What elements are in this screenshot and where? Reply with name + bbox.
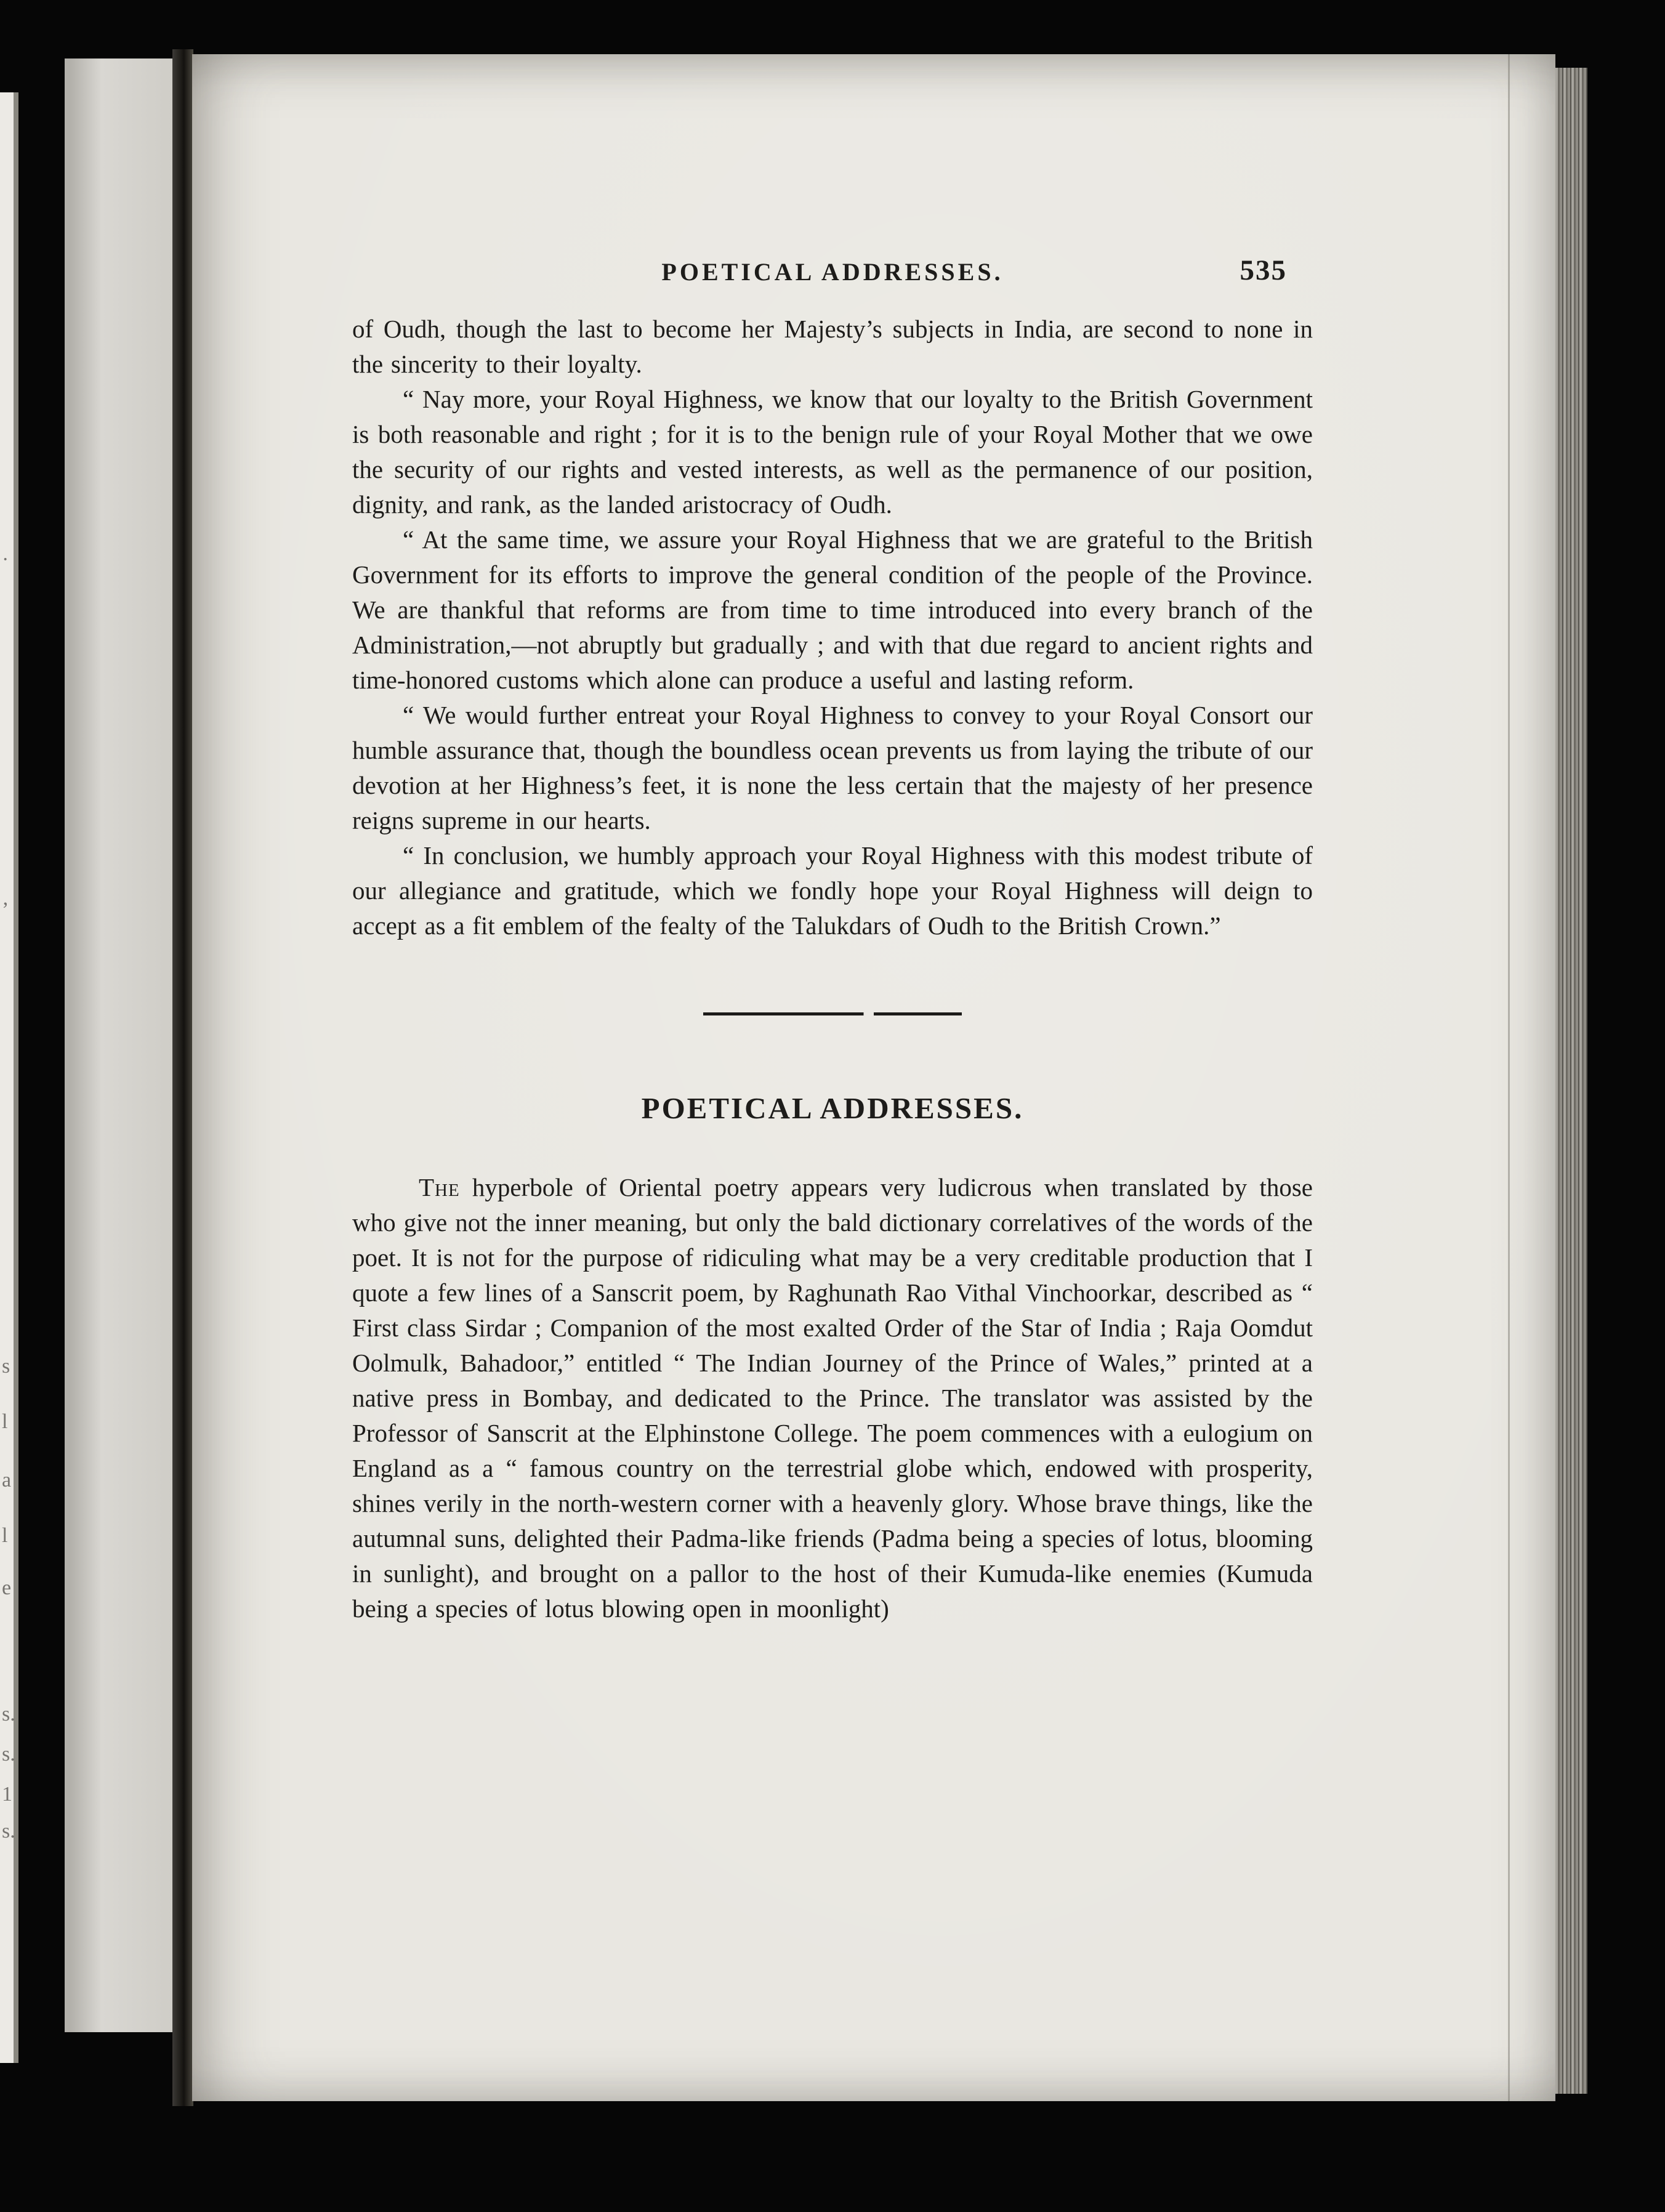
paragraph: “ In conclusion, we humbly approach your Royal Highness with this modest tribute of our allegiance and gratitude, which we fondly hope your Royal Highness will deign to accept as a fit emblem of the fealty of the Talukdars of Oudh to the British Crown.” xyxy=(352,841,1313,940)
page-stack-fore-edge xyxy=(1555,68,1587,2094)
paragraph: “ We would further entreat your Royal Highness to convey to your Royal Consort our humble assurance that, though the boundless ocean prevents us from laying the tribute of our devotion at her Highness’s feet, it is none the less certain that the majesty of her presence reigns supreme in our hearts. xyxy=(352,701,1313,834)
edge-text-fragment: s. xyxy=(2,1703,15,1726)
page-number: 535 xyxy=(1240,254,1287,286)
edge-text-fragment: · xyxy=(2,548,9,571)
edge-text-fragment: l xyxy=(2,1524,8,1547)
paragraph: “ At the same time, we assure your Royal Highness that we are grateful to the British Government for its efforts to improve the general condition of the people of the Province. We are thankful that reforms are from time to time introduced into every branch of the Administration,—not abruptly but gradually ; and with that due regard to ancient rights and time-honored customs which alone can produce a useful and lasting reform. xyxy=(352,525,1313,694)
paragraph-continuation: of Oudh, though the last to become her Majesty’s subjects in India, are second to none in the sincerity to their loyalty. xyxy=(352,315,1313,378)
adjacent-page-strip xyxy=(65,59,172,2032)
edge-text-fragment: s. xyxy=(2,1743,15,1766)
running-title: POETICAL ADDRESSES. xyxy=(661,258,1004,286)
section-heading: POETICAL ADDRESSES. xyxy=(641,1091,1024,1125)
edge-text-fragment: 1 xyxy=(2,1783,12,1806)
facing-page-edge-sliver xyxy=(0,92,18,2063)
section-paragraph xyxy=(352,1170,1313,1626)
edge-text-fragment: a xyxy=(2,1469,12,1491)
edge-text-fragment: ‚ xyxy=(2,887,9,910)
text-block xyxy=(352,312,1313,1626)
paragraph: “ Nay more, your Royal Highness, we know that our loyalty to the British Government is both reasonable and right ; for it is to the benign rule of your Royal Mother that we owe the security of our rights and vested interests, as well as the permanence of our position, dignity, and rank, as the landed aristocracy of Oudh. xyxy=(352,385,1313,519)
edge-text-fragment: l xyxy=(2,1410,8,1433)
book-gutter-shadow xyxy=(172,49,193,2106)
page-header xyxy=(352,254,1313,286)
edge-text-fragment: e xyxy=(2,1576,12,1599)
section-divider-rule xyxy=(703,1012,962,1015)
lead-word: The xyxy=(419,1173,460,1201)
page-crease-line xyxy=(1508,54,1510,2101)
edge-text-fragment: s. xyxy=(2,1820,15,1843)
edge-text-fragment: s xyxy=(2,1355,10,1378)
book-page xyxy=(192,54,1555,2101)
section-paragraph-text: hyperbole of Oriental poetry appears very ludicrous when translated by those who give not the inner meaning, but only the bald dictionary correlatives of the words of the poet. It is not for the purpose of ridiculing what may be a very creditable production that I quote a few lines of a Sanscrit poem, by Raghunath Rao Vithal Vinchoorkar, described as “ First class Sirdar ; Companion of the most exalted Order of the Star of India ; Raja Oomdut Oolmulk, Bahadoor,” entitled “ The Indian Journey of the Prince of Wales,” printed at a native press in Bombay, and dedicated to the Prince. The translator was assisted by the Professor of Sanscrit at the Elphinstone College. The poem commences with a eulogium on England as a “ famous country on the terrestrial globe which, endowed with prosperity, shines verily in the north-western corner with a heavenly glory. Whose brave things, like the autumnal suns, delighted their Padma-like friends (Padma being a species of lotus, blooming in sunlight), and brought on a pallor to the host of their Kumuda-like enemies (Kumuda being a species of lotus blowing open in moonlight) xyxy=(352,1173,1313,1623)
